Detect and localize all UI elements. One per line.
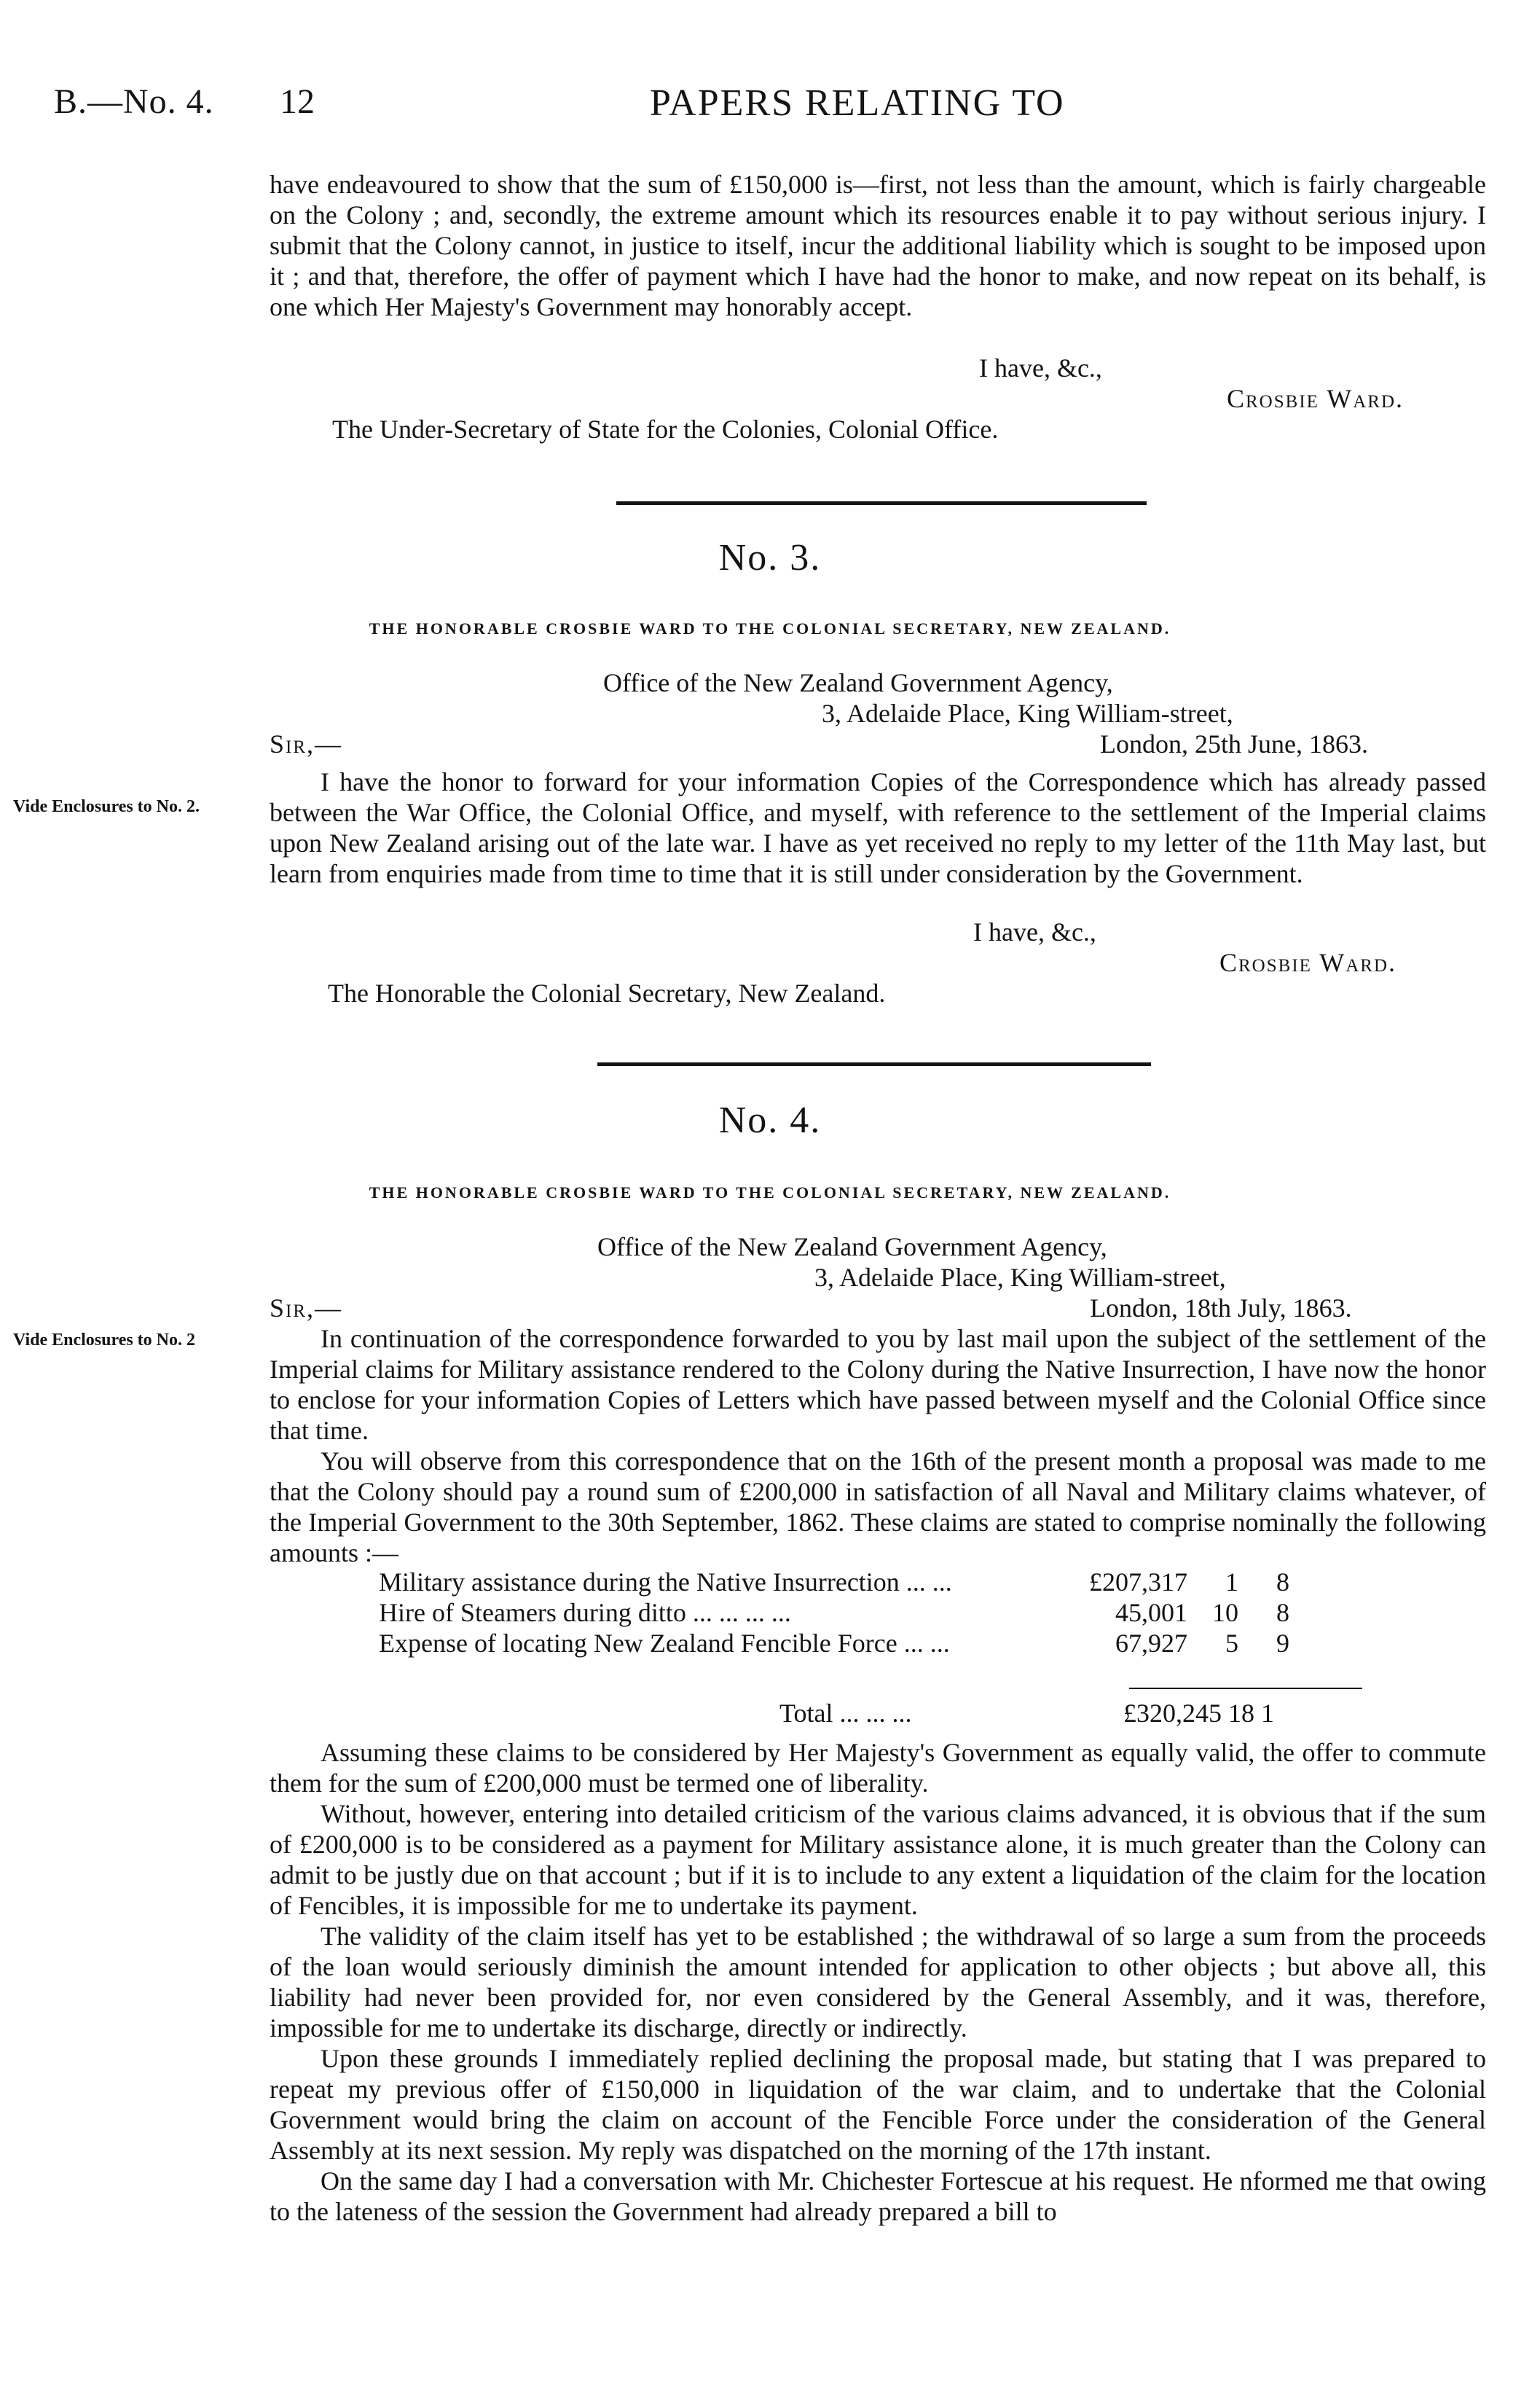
addressee: The Honorable the Colonial Secretary, New Zealand. — [328, 979, 886, 1008]
claim-shillings: 1 — [1225, 1567, 1238, 1597]
letter-paragraph: Assuming these claims to be considered by Her Majesty's Government as equally valid, the offer to commute them for the sum of £200,000 must be termed one of liberality. — [270, 1738, 1486, 1798]
signature: Crosbie Ward. — [1227, 384, 1405, 413]
page-number: 12 — [280, 82, 315, 121]
letter-subheading: THE HONORABLE CROSBIE WARD TO THE COLONIAL SECRETARY, NEW ZEALAND. — [369, 1183, 1171, 1202]
page-header — [0, 82, 1540, 140]
margin-note: Vide Enclosures to No. 2. — [13, 797, 200, 816]
address-line-2: 3, Adelaide Place, King William-street, — [814, 1263, 1226, 1292]
claims-table — [379, 1567, 1289, 1658]
letter-paragraph: You will observe from this correspondence that on the 16th of the present month a proposal was made to me that the Colony should pay a round sum of £200,000 in satisfaction of all Naval and Military claims whatever, of the Imperial Government to the 30th September, 1862. These claims are stated to comprise nominally the following amounts :— — [270, 1446, 1486, 1567]
claim-item: Military assistance during the Native Insurrection ... ... — [379, 1567, 952, 1597]
signature: Crosbie Ward. — [1219, 948, 1397, 977]
claim-pounds: 67,927 — [1115, 1629, 1187, 1658]
letter-paragraph: In continuation of the correspondence forwarded to you by last mail upon the subject of the settlement of the Imperial claims for Military assistance rendered to the Colony during the Native Insurrection, I have now the honor to enclose for your information Copies of Letters which have passed between myself and the Colonial Office since that time. — [270, 1324, 1486, 1445]
document-reference: B.—No. 4. — [54, 82, 214, 121]
letter-paragraph: Upon these grounds I immediately replied declining the proposal made, but stating that I was prepared to repeat my previous offer of £150,000 in liquidation of the war claim, and to undertake that the Colonial Government would bring the claim on account of the Fencible Force under the consideration of the General Assembly at its next session. My reply was dispatched on the morning of the 17th instant. — [270, 2044, 1486, 2165]
letter-paragraph: On the same day I had a conversation with Mr. Chichester Fortescue at his request. He nformed me that owing to the lateness of the session the Government had already prepared a bill to — [270, 2166, 1486, 2226]
claim-shillings: 10 — [1212, 1598, 1238, 1627]
salutation: Sir,— — [270, 729, 343, 759]
letter-body-intro — [270, 1323, 1486, 1568]
total-amount: £320,245 18 1 — [1123, 1699, 1274, 1728]
address-line-2: 3, Adelaide Place, King William-street, — [822, 699, 1233, 728]
letter-body-continued — [270, 1737, 1486, 2227]
address-line-1: Office of the New Zealand Government Agency, — [603, 668, 1113, 697]
claim-pence: 8 — [1276, 1567, 1289, 1597]
claim-pence: 9 — [1276, 1629, 1289, 1658]
salutation: Sir,— — [270, 1293, 343, 1323]
addressee: The Under-Secretary of State for the Colonies, Colonial Office. — [332, 415, 999, 444]
continuation-paragraph: have endeavoured to show that the sum of £150,000 is—first, not less than the amount, which is fairly chargeable on the Colony ; and, secondly, the extreme amount which its resources enable it to pay without serious injury. I submit that the Colony cannot, in justice to itself, incur the additional liability which is sought to be imposed upon it ; and that, therefore, the offer of payment which I have had the honor to make, and now repeat on its behalf, is one which Her Majesty's Government may honorably accept. — [270, 170, 1486, 321]
section-divider — [616, 501, 1147, 505]
margin-note: Vide Enclosures to No. 2 — [13, 1331, 196, 1350]
closing-formula: I have, &c., — [979, 353, 1102, 383]
claim-pence: 8 — [1276, 1598, 1289, 1627]
claim-item: Expense of locating New Zealand Fencible Force ... ... — [379, 1629, 950, 1658]
running-title: PAPERS RELATING TO — [650, 82, 1065, 124]
table-row — [379, 1597, 1289, 1628]
claim-item: Hire of Steamers during ditto ... ... ... ... — [379, 1598, 791, 1627]
total-rule — [1129, 1688, 1362, 1689]
table-row — [379, 1628, 1289, 1658]
letter-number-heading: No. 3. — [718, 537, 822, 579]
letter-number-heading: No. 4. — [718, 1100, 822, 1141]
letter-subheading: THE HONORABLE CROSBIE WARD TO THE COLONIAL SECRETARY, NEW ZEALAND. — [369, 619, 1171, 638]
closing-formula: I have, &c., — [973, 917, 1096, 947]
claim-shillings: 5 — [1225, 1629, 1238, 1658]
table-row — [379, 1567, 1289, 1597]
letter-paragraph: I have the honor to forward for your information Copies of the Correspondence which has already passed between the War Office, the Colonial Office, and myself, with reference to the settlement of the Imperial claims upon New Zealand arising out of the late war. I have as yet received no reply to my letter of the 11th May last, but learn from enquiries made from time to time that it is still under consideration by the Government. — [270, 767, 1486, 888]
continuation-text — [270, 169, 1486, 322]
address-line-1: Office of the New Zealand Government Agency, — [597, 1232, 1107, 1261]
letter-paragraph: The validity of the claim itself has yet to be established ; the withdrawal of so large a sum from the proceeds of the loan would seriously diminish the amount intended for application to other objects ; but above all, this liability had never been provided for, nor even considered by the General Assembly, and it was, therefore, impossible for me to undertake its discharge, directly or indirectly. — [270, 1922, 1486, 2042]
letter-paragraph: Without, however, entering into detailed criticism of the various claims advanced, it is obvious that if the sum of £200,000 is to be considered as a payment for Military assistance alone, it is much greater than the Colony can admit to be justly due on that account ; but if it is to include to any extent a liquidation of the claim for the location of Fencibles, it is impossible for me to undertake its payment. — [270, 1799, 1486, 1920]
total-label: Total ... ... ... — [779, 1699, 912, 1728]
letter-date: London, 25th June, 1863. — [1100, 729, 1368, 759]
letter-body — [270, 767, 1486, 889]
section-divider — [597, 1062, 1151, 1066]
claim-pounds: 45,001 — [1115, 1598, 1187, 1627]
claim-pounds: £207,317 — [1089, 1567, 1187, 1597]
letter-date: London, 18th July, 1863. — [1090, 1293, 1352, 1323]
